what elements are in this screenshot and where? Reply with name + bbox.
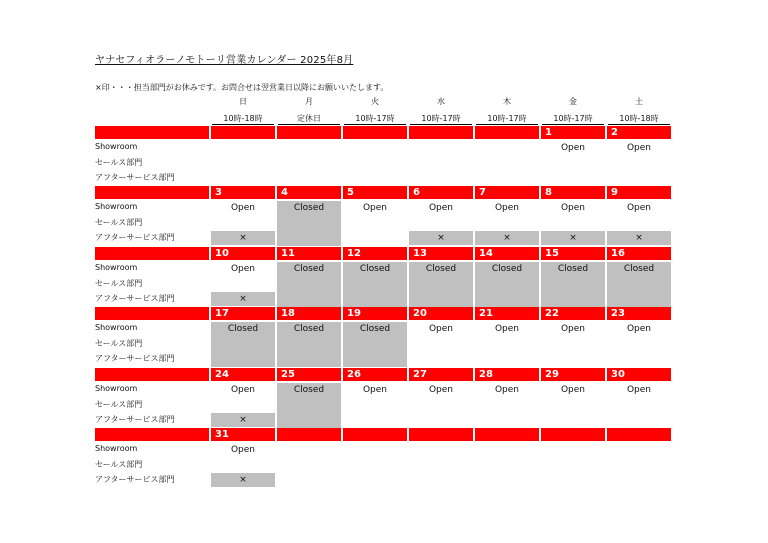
date-number: 23 <box>611 308 625 319</box>
weekday-label: 水 <box>437 97 445 106</box>
date-number: 4 <box>281 187 288 198</box>
row-label-showroom: Showroom <box>95 263 138 272</box>
showroom-status: Open <box>626 203 652 213</box>
showroom-status: Open <box>362 203 388 213</box>
showroom-status: Open <box>560 385 586 395</box>
showroom-status: Open <box>428 203 454 213</box>
hours-label: 10時-17時 <box>421 114 461 123</box>
showroom-status: Closed <box>425 264 457 274</box>
hours-underline <box>410 124 472 125</box>
date-bar <box>409 428 473 441</box>
showroom-status: Open <box>494 324 520 334</box>
legend-note: ×印・・・担当部門がお休みです。お問合せは翌営業日以降にお願いいたします。 <box>95 83 389 92</box>
closed-mark-icon: × <box>239 415 247 425</box>
date-bar <box>475 126 539 139</box>
weekday-label: 月 <box>305 97 313 106</box>
showroom-status: Open <box>230 445 256 455</box>
date-number: 19 <box>347 308 361 319</box>
closed-mark-icon: × <box>239 475 247 485</box>
hours-underline <box>344 124 406 125</box>
date-bar <box>277 126 341 139</box>
date-number: 10 <box>215 248 229 259</box>
row-label-showroom: Showroom <box>95 384 138 393</box>
row-label-showroom: Showroom <box>95 444 138 453</box>
date-number: 6 <box>413 187 420 198</box>
date-bar <box>277 428 341 441</box>
hours-underline <box>212 124 274 125</box>
showroom-status: Open <box>626 143 652 153</box>
date-number: 8 <box>545 187 552 198</box>
date-bar <box>343 428 407 441</box>
date-bar <box>211 126 275 139</box>
showroom-status: Closed <box>491 264 523 274</box>
row-label-showroom: Showroom <box>95 202 138 211</box>
showroom-status: Open <box>626 385 652 395</box>
date-number: 16 <box>611 248 625 259</box>
hours-label: 10時-17時 <box>355 114 395 123</box>
showroom-status: Closed <box>557 264 589 274</box>
showroom-status: Open <box>428 324 454 334</box>
date-number: 26 <box>347 369 361 380</box>
row-label-sales: セールス部門 <box>95 339 143 348</box>
page-title: ヤナセフィオラーノモトーリ営業カレンダー 2025年8月 <box>95 55 354 66</box>
date-number: 5 <box>347 187 354 198</box>
row-label-sales: セールス部門 <box>95 158 143 167</box>
row-label-after: アフターサービス部門 <box>95 233 175 242</box>
row-label-sales: セールス部門 <box>95 218 143 227</box>
row-label-showroom: Showroom <box>95 323 138 332</box>
showroom-status: Open <box>494 385 520 395</box>
row-label-sales: セールス部門 <box>95 279 143 288</box>
date-number: 29 <box>545 369 559 380</box>
date-number: 24 <box>215 369 229 380</box>
week-bar <box>95 428 209 441</box>
row-label-after: アフターサービス部門 <box>95 354 175 363</box>
showroom-status: Closed <box>293 324 325 334</box>
date-number: 21 <box>479 308 493 319</box>
weekday-label: 金 <box>569 97 577 106</box>
weekday-label: 日 <box>239 97 247 106</box>
showroom-status: Open <box>230 203 256 213</box>
showroom-status: Open <box>428 385 454 395</box>
hours-label: 10時-17時 <box>487 114 527 123</box>
date-number: 3 <box>215 187 222 198</box>
date-number: 1 <box>545 127 552 138</box>
closed-mark-icon: × <box>635 233 643 243</box>
date-number: 22 <box>545 308 559 319</box>
date-number: 25 <box>281 369 295 380</box>
showroom-status: Closed <box>293 385 325 395</box>
date-bar <box>475 428 539 441</box>
date-number: 27 <box>413 369 427 380</box>
date-number: 31 <box>215 429 229 440</box>
date-number: 2 <box>611 127 618 138</box>
date-number: 7 <box>479 187 486 198</box>
showroom-status: Open <box>560 203 586 213</box>
date-number: 30 <box>611 369 625 380</box>
showroom-status: Open <box>230 385 256 395</box>
closed-mark-icon: × <box>437 233 445 243</box>
showroom-status: Closed <box>293 203 325 213</box>
date-number: 28 <box>479 369 493 380</box>
hours-underline <box>476 124 538 125</box>
showroom-status: Open <box>230 264 256 274</box>
date-bar <box>409 126 473 139</box>
row-label-after: アフターサービス部門 <box>95 294 175 303</box>
date-number: 15 <box>545 248 559 259</box>
date-number: 9 <box>611 187 618 198</box>
closed-mark-icon: × <box>569 233 577 243</box>
closed-mark-icon: × <box>239 233 247 243</box>
row-label-sales: セールス部門 <box>95 460 143 469</box>
date-number: 17 <box>215 308 229 319</box>
showroom-status: Closed <box>623 264 655 274</box>
showroom-status: Open <box>494 203 520 213</box>
week-bar <box>95 368 209 381</box>
closed-mark-icon: × <box>503 233 511 243</box>
weekday-label: 木 <box>503 97 511 106</box>
showroom-status: Closed <box>293 264 325 274</box>
date-number: 20 <box>413 308 427 319</box>
date-bar <box>343 126 407 139</box>
showroom-status: Open <box>560 143 586 153</box>
date-bar <box>607 428 671 441</box>
date-number: 12 <box>347 248 361 259</box>
showroom-status: Closed <box>227 324 259 334</box>
date-number: 11 <box>281 248 295 259</box>
date-number: 13 <box>413 248 427 259</box>
hours-label: 10時-18時 <box>619 114 659 123</box>
hours-label: 10時-18時 <box>223 114 263 123</box>
week-bar <box>95 307 209 320</box>
row-label-showroom: Showroom <box>95 142 138 151</box>
showroom-status: Closed <box>359 324 391 334</box>
weekday-label: 火 <box>371 97 379 106</box>
weekday-label: 土 <box>635 97 643 106</box>
week-bar <box>95 126 209 139</box>
hours-label: 定休日 <box>297 114 321 123</box>
hours-underline <box>608 124 670 125</box>
hours-label: 10時-17時 <box>553 114 593 123</box>
date-number: 18 <box>281 308 295 319</box>
showroom-status: Open <box>626 324 652 334</box>
hours-underline <box>278 124 340 125</box>
closed-mark-icon: × <box>239 294 247 304</box>
row-label-after: アフターサービス部門 <box>95 173 175 182</box>
showroom-status: Closed <box>359 264 391 274</box>
row-label-after: アフターサービス部門 <box>95 475 175 484</box>
date-bar <box>541 428 605 441</box>
hours-underline <box>542 124 604 125</box>
row-label-sales: セールス部門 <box>95 400 143 409</box>
week-bar <box>95 247 209 260</box>
showroom-status: Open <box>560 324 586 334</box>
date-number: 14 <box>479 248 493 259</box>
showroom-status: Open <box>362 385 388 395</box>
week-bar <box>95 186 209 199</box>
row-label-after: アフターサービス部門 <box>95 415 175 424</box>
